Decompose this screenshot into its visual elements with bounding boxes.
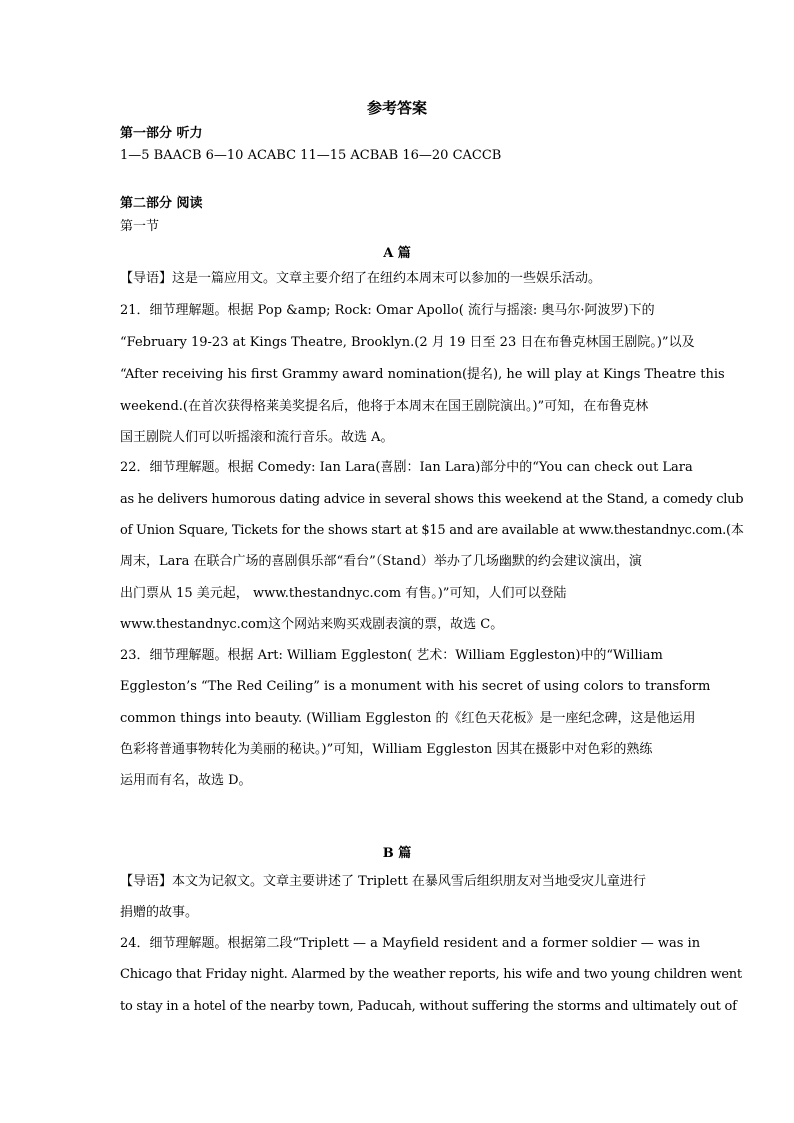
listening-answers: 1—5 BAACB 6—10 ACABC 11—15 ACBAB 16—20 CACCB (120, 148, 502, 163)
passage-b-line: 24．细节理解题。根据第二段“Triplett — a Mayfield resident and a former soldier — was in (120, 936, 701, 951)
passage-a-line: 23．细节理解题。根据 Art: William Eggleston( 艺术：William Eggleston)中的“William (120, 648, 663, 663)
passage-b-line: 捐赠的故事。 (120, 905, 199, 920)
passage-a-heading: A 篇 (383, 246, 411, 261)
passage-a-line: 周末，Lara 在联合广场的喜剧俱乐部“看台”（Stand）举办了几场幽默的约会建议演出，演 (120, 554, 642, 569)
passage-b-heading: B 篇 (382, 846, 412, 861)
passage-a-line: 色彩将普通事物转化为美丽的秘诀。)”可知，William Eggleston 因其在摄影中对色彩的熟练 (120, 742, 653, 757)
passage-a-line: weekend.(在首次获得格莱美奖提名后，他将于本周末在国王剧院演出。)”可知，在布鲁克林 (120, 399, 649, 414)
passage-a-line: 运用而有名，故选 D。 (120, 773, 252, 788)
passage-a-line: “February 19-23 at Kings Theatre, Brooklyn.(2 月 19 日至 23 日在布鲁克林国王剧院。)”以及 (120, 335, 695, 350)
passage-a-line: 【导语】这是一篇应用文。文章主要介绍了在纽约本周末可以参加的一些娱乐活动。 (120, 271, 602, 286)
passage-b-line: Chicago that Friday night. Alarmed by the weather reports, his wife and two young children went (120, 967, 742, 982)
passage-a-line: www.thestandnyc.com这个网站来购买戏剧表演的票，故选 C。 (120, 617, 504, 632)
passage-a-line: as he delivers humorous dating advice in several shows this weekend at the Stand, a comedy club (120, 492, 744, 507)
passage-a-line: common things into beauty. (William Eggleston 的《红色天花板》是一座纪念碑，这是他运用 (120, 711, 696, 726)
passage-a-line: “After receiving his first Grammy award nomination(提名), he will play at Kings Theatre this (120, 367, 725, 382)
doc-title: 参考答案 (366, 99, 427, 117)
passage-a-line: of Union Square, Tickets for the shows start at $15 and are available at www.thestandnyc.com.(本 (120, 523, 744, 538)
passage-b-line: 【导语】本文为记叙文。文章主要讲述了 Triplett 在暴风雪后组织朋友对当地受灾儿童进行 (120, 874, 646, 889)
passage-a-line: 21．细节理解题。根据 Pop &amp; Rock: Omar Apollo( 流行与摇滚: 奥马尔·阿波罗)下的 (120, 303, 655, 318)
passage-b-line: to stay in a hotel of the nearby town, Paducah, without suffering the storms and ultimately out of (120, 999, 737, 1014)
passage-a-line: 出门票从 15 美元起， www.thestandnyc.com 有售。)”可知，人们可以登陆 (120, 586, 567, 601)
passage-a-line: Eggleston’s “The Red Ceiling” is a monument with his secret of using colors to transform (120, 679, 711, 694)
part1-heading: 第一部分 听力 (120, 126, 203, 141)
passage-a-line: 国王剧院人们可以听摇滚和流行音乐。故选 A。 (120, 430, 394, 445)
section-label: 第一节 (120, 219, 160, 234)
passage-a-line: 22．细节理解题。根据 Comedy: Ian Lara(喜剧：Ian Lara)部分中的“You can check out Lara (120, 460, 693, 475)
part2-heading: 第二部分 阅读 (120, 196, 203, 211)
